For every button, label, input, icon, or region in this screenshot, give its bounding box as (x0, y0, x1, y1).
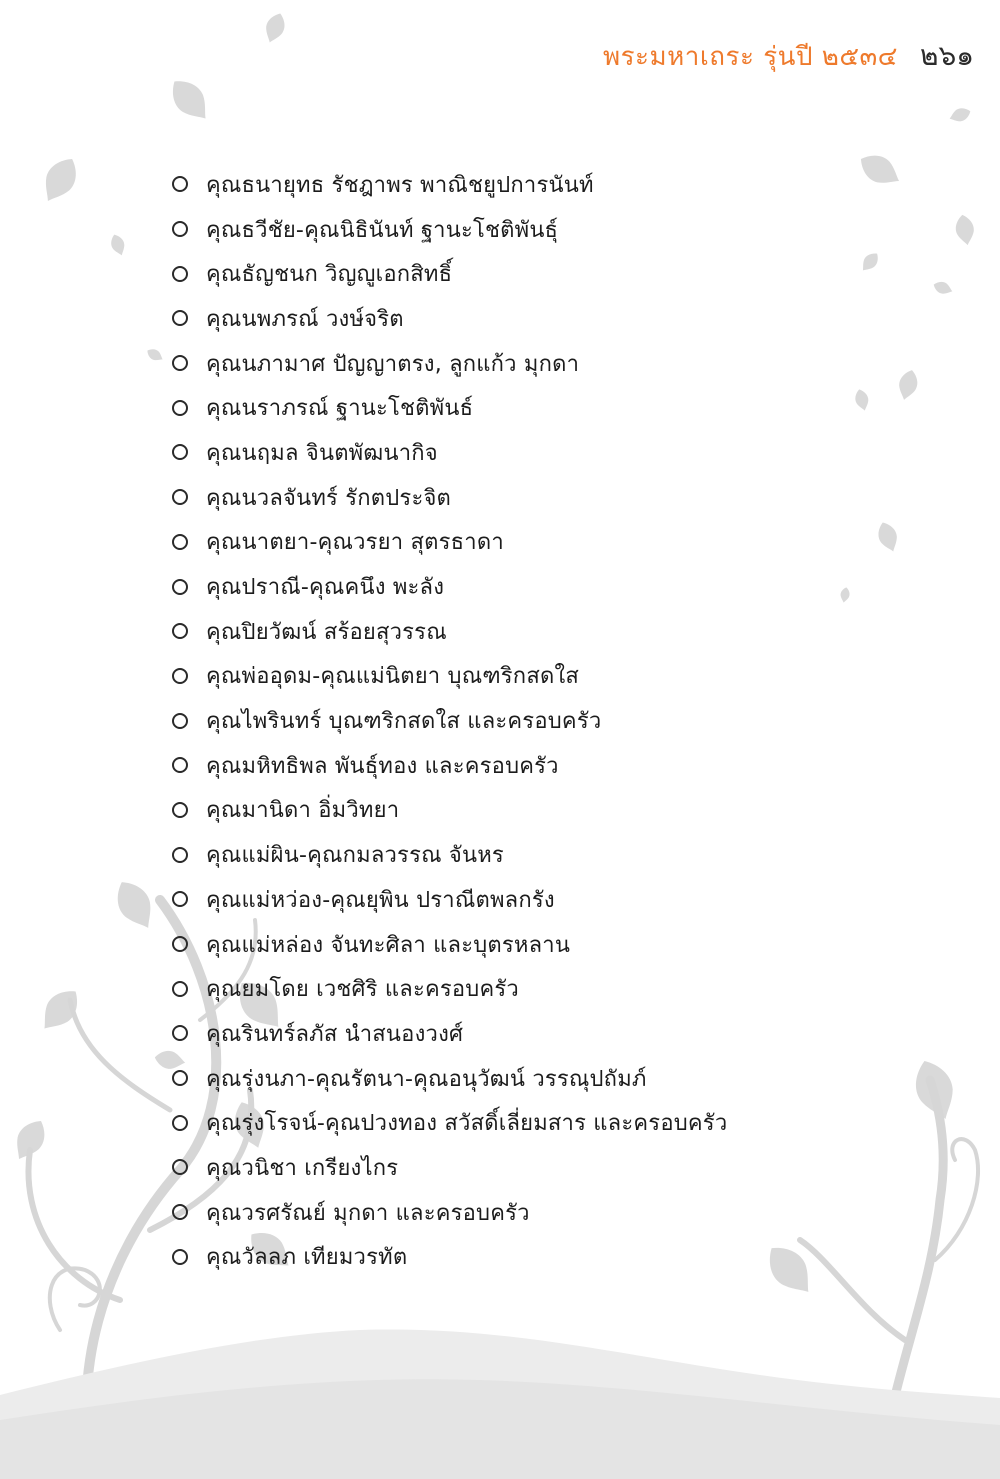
circle-bullet-icon (172, 489, 188, 505)
list-item (172, 1011, 727, 1056)
circle-bullet-icon (172, 400, 188, 416)
running-title: พระมหาเถระ รุ่นปี ๒๕๓๔ (602, 42, 898, 72)
list-item (172, 832, 727, 877)
donor-name-list (172, 162, 727, 1279)
circle-bullet-icon (172, 310, 188, 326)
list-item (172, 609, 727, 654)
list-item (172, 251, 727, 296)
list-item (172, 564, 727, 609)
circle-bullet-icon (172, 534, 188, 550)
name-text: คุณวัลลภ เทียมวรทัต (206, 1245, 408, 1271)
name-text: คุณนาตยา-คุณวรยา สุตรธาดา (206, 530, 504, 556)
page-number: ๒๖๑ (919, 39, 974, 72)
circle-bullet-icon (172, 713, 188, 729)
list-item (172, 1190, 727, 1235)
name-text: คุณรินทร์ลภัส นำสนองวงศ์ (206, 1021, 464, 1047)
list-item (172, 207, 727, 252)
name-text: คุณมานิดา อิ่มวิทยา (206, 798, 400, 824)
circle-bullet-icon (172, 802, 188, 818)
name-text: คุณวรศรัณย์ มุกดา และครอบครัว (206, 1200, 530, 1226)
name-text: คุณธวีชัย-คุณนิธินันท์ ฐานะโชติพันธุ์ (206, 217, 559, 243)
circle-bullet-icon (172, 981, 188, 997)
list-item (172, 743, 727, 788)
circle-bullet-icon (172, 355, 188, 371)
list-item (172, 654, 727, 699)
list-item (172, 1100, 727, 1145)
list-item (172, 520, 727, 565)
page-header (603, 34, 974, 78)
circle-bullet-icon (172, 176, 188, 192)
list-item (172, 430, 727, 475)
name-text: คุณธัญชนก วิญญูเอกสิทธิ์ (206, 262, 453, 288)
circle-bullet-icon (172, 1249, 188, 1265)
name-text: คุณปราณี-คุณคนึง พะลัง (206, 575, 445, 601)
circle-bullet-icon (172, 936, 188, 952)
name-text: คุณวนิชา เกรียงไกร (206, 1155, 399, 1181)
list-item (172, 698, 727, 743)
circle-bullet-icon (172, 1070, 188, 1086)
list-item (172, 475, 727, 520)
circle-bullet-icon (172, 891, 188, 907)
list-item (172, 788, 727, 833)
name-text: คุณปิยวัฒน์ สร้อยสุวรรณ (206, 619, 447, 645)
name-text: คุณแม่ผิน-คุณกมลวรรณ จันหร (206, 843, 504, 869)
name-text: คุณไพรินทร์ บุณฑริกสดใส และครอบครัว (206, 709, 602, 735)
circle-bullet-icon (172, 1204, 188, 1220)
name-text: คุณนพภรณ์ วงษ์จริต (206, 306, 404, 332)
list-item (172, 1235, 727, 1280)
name-text: คุณนภามาศ ปัญญาตรง, ลูกแก้ว มุกดา (206, 351, 580, 377)
name-text: คุณรุ่งโรจน์-คุณปวงทอง สวัสดิ์เลี่ยมสาร และครอบครัว (206, 1111, 728, 1137)
list-item (172, 966, 727, 1011)
circle-bullet-icon (172, 757, 188, 773)
circle-bullet-icon (172, 579, 188, 595)
name-text: คุณยมโดย เวชศิริ และครอบครัว (206, 977, 519, 1003)
circle-bullet-icon (172, 1159, 188, 1175)
circle-bullet-icon (172, 668, 188, 684)
list-item (172, 341, 727, 386)
name-text: คุณมหิทธิพล พันธุ์ทอง และครอบครัว (206, 753, 559, 779)
name-text: คุณแม่หว่อง-คุณยุพิน ปราณีตพลกรัง (206, 887, 555, 913)
list-item (172, 162, 727, 207)
circle-bullet-icon (172, 1115, 188, 1131)
circle-bullet-icon (172, 1025, 188, 1041)
name-text: คุณนฤมล จินตพัฒนากิจ (206, 440, 438, 466)
list-item (172, 1056, 727, 1101)
list-item (172, 1145, 727, 1190)
name-text: คุณแม่หล่อง จันทะศิลา และบุตรหลาน (206, 932, 571, 958)
circle-bullet-icon (172, 444, 188, 460)
circle-bullet-icon (172, 623, 188, 639)
list-item (172, 877, 727, 922)
list-item (172, 385, 727, 430)
name-text: คุณนวลจันทร์ รักตประจิต (206, 485, 452, 511)
name-text: คุณนราภรณ์ ฐานะโชติพันธ์ (206, 396, 474, 422)
circle-bullet-icon (172, 221, 188, 237)
name-text: คุณธนายุทธ รัชฎาพร พาณิชยูปการนันท์ (206, 172, 594, 198)
list-item (172, 922, 727, 967)
name-text: คุณรุ่งนภา-คุณรัตนา-คุณอนุวัฒน์ วรรณุปถัมภ์ (206, 1066, 647, 1092)
name-text: คุณพ่ออุดม-คุณแม่นิตยา บุณฑริกสดใส (206, 664, 580, 690)
circle-bullet-icon (172, 847, 188, 863)
circle-bullet-icon (172, 266, 188, 282)
list-item (172, 296, 727, 341)
